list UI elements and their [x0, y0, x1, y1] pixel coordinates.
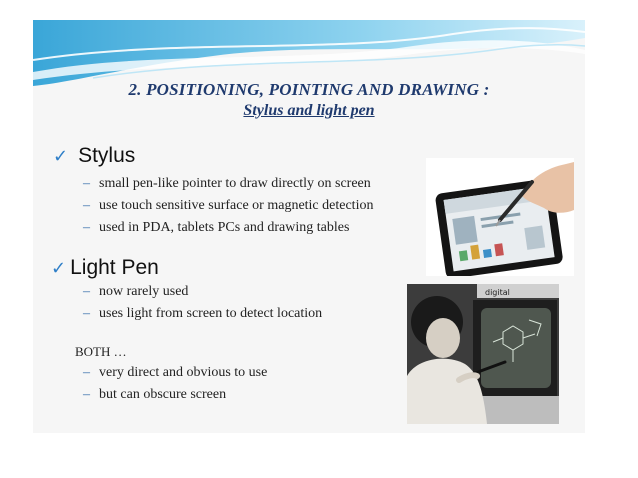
list-item — [83, 365, 267, 381]
light-pen-image — [407, 284, 559, 424]
list-item-text: used in PDA, tablets PCs and drawing tables — [99, 220, 350, 235]
section-heading-text: Light Pen — [70, 256, 159, 279]
list-item — [83, 306, 322, 322]
slide-title — [33, 80, 585, 120]
stylus-tablet-image — [426, 158, 574, 276]
terminal-label: digital — [485, 288, 510, 297]
list-item — [83, 284, 188, 300]
both-label: BOTH … — [75, 344, 127, 359]
check-icon: ✓ — [53, 146, 69, 166]
list-item — [83, 198, 373, 214]
dash-bullet-icon: – — [83, 306, 90, 321]
title-line-1: 2. POSITIONING, POINTING AND DRAWING : — [128, 80, 490, 99]
dash-bullet-icon: – — [83, 284, 90, 299]
section-heading-stylus — [53, 144, 135, 168]
list-item — [83, 176, 371, 192]
dash-bullet-icon: – — [83, 176, 90, 191]
dash-bullet-icon: – — [83, 365, 90, 380]
section-heading-text: Stylus — [78, 144, 136, 167]
slide — [33, 20, 585, 433]
list-item-text: now rarely used — [99, 284, 189, 299]
dash-bullet-icon: – — [83, 387, 90, 402]
list-item-text: small pen-like pointer to draw directly on screen — [99, 176, 371, 191]
list-item-text: but can obscure screen — [99, 387, 227, 402]
dash-bullet-icon: – — [83, 198, 90, 213]
list-item-text: use touch sensitive surface or magnetic detection — [99, 198, 374, 213]
section-heading-light-pen — [51, 256, 159, 280]
title-line-2: Stylus and light pen — [243, 102, 375, 119]
list-item-text: uses light from screen to detect location — [99, 306, 323, 321]
check-icon: ✓ — [51, 258, 67, 278]
dash-bullet-icon: – — [83, 220, 90, 235]
list-item-text: very direct and obvious to use — [99, 365, 268, 380]
list-item — [83, 387, 226, 403]
list-item — [83, 220, 349, 236]
